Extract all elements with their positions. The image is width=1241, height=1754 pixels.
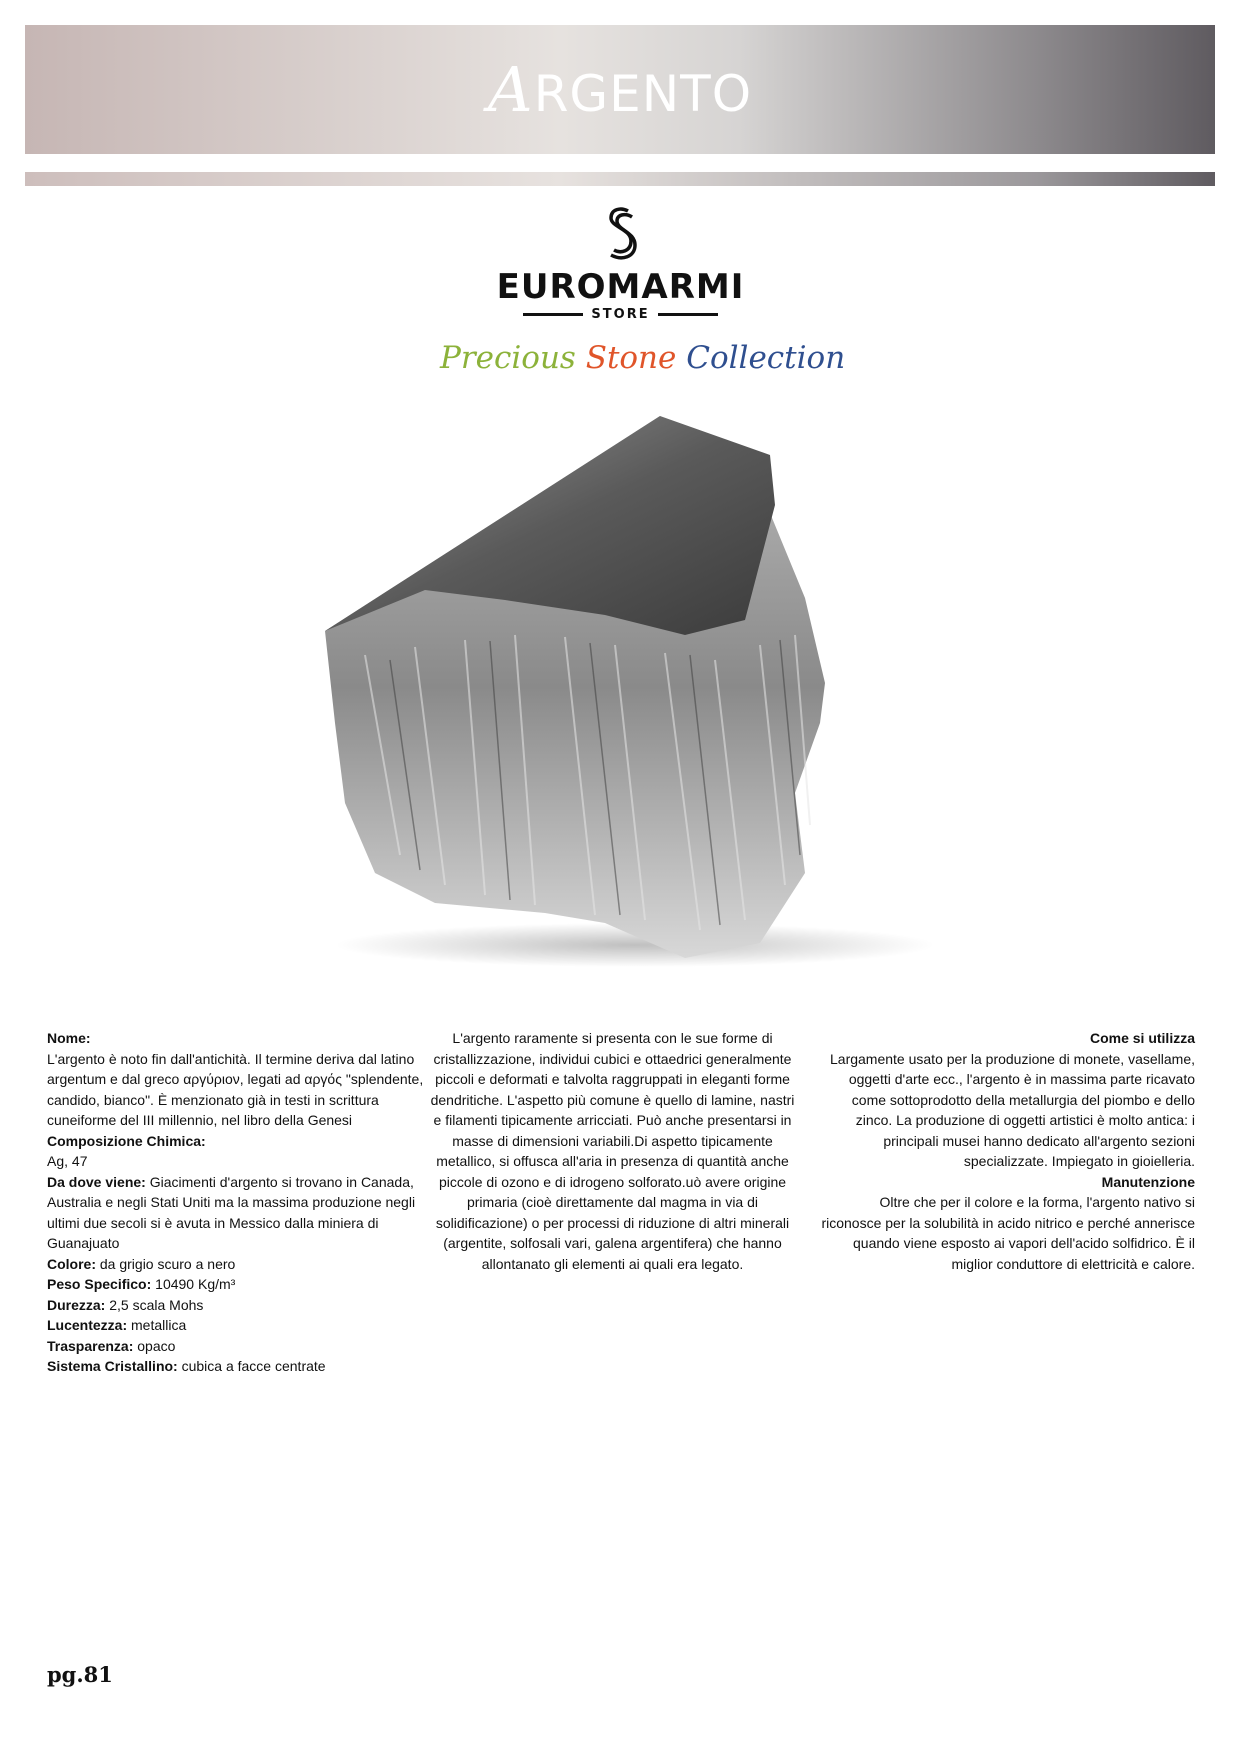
value-composizione: Ag, 47	[47, 1153, 88, 1169]
tagline-word-precious: Precious	[440, 340, 576, 376]
tagline-word-stone: Stone	[585, 340, 677, 376]
brand-sub: STORE	[591, 307, 650, 322]
label-composizione: Composizione Chimica:	[47, 1132, 206, 1149]
divider-line	[658, 313, 718, 316]
title-rest: RGENTO	[533, 65, 753, 123]
tagline-word-collection: Collection	[686, 340, 846, 376]
divider-band	[25, 172, 1215, 186]
brand-logo	[495, 205, 746, 335]
divider-line	[523, 313, 583, 316]
brand-sub-row	[495, 307, 746, 322]
text-manutenzione: Oltre che per il colore e la forma, l'argento nativo si riconosce per la solubilità in acido nitrico e perché annerisce quando viene esposto ai vapori dell'acido solfidrico. È il miglior conduttore di elettricità e calore.	[821, 1194, 1195, 1272]
value-provenienza: Giacimenti d'argento si trovano in Canada, Australia e negli Stati Uniti ma la massima produzione negli ultimi due secoli si è avuta in Messico dalla miniera di Guanajuato	[47, 1173, 416, 1251]
collection-tagline	[440, 340, 846, 376]
middle-column	[425, 1028, 800, 1274]
page-title	[488, 53, 752, 126]
text-nome: L'argento è noto fin dall'antichità. Il termine deriva dal latino argentum e dal greco αργύριον, legati ad αργός "splendente, candido, bianco". È menzionato già in testi in scrittura cuneiforme del III millennio, nel libro della Genesi	[47, 1050, 424, 1128]
label-trasparenza: Trasparenza:	[47, 1337, 134, 1354]
value-durezza: 2,5 scala Mohs	[109, 1296, 204, 1313]
label-peso: Peso Specifico:	[47, 1276, 152, 1292]
label-provenienza: Da dove viene:	[47, 1173, 146, 1190]
value-colore: da grigio scuro a nero	[99, 1255, 236, 1272]
right-column	[820, 1028, 1195, 1274]
label-uso: Come si utilizza	[1089, 1030, 1195, 1046]
page-number: pg.81	[47, 1662, 113, 1687]
text-uso: Largamente usato per la produzione di monete, vasellame, oggetti d'arte ecc., l'argento è in massima parte ricavato come sottoprodotto della metallurgia del piombo e dello zinco. La produzione di oggetti artistici è molto antica: i principali musei hanno dedicato all'argento sezioni specializzate. Impiegato in gioielleria.	[830, 1050, 1195, 1169]
value-lucentezza: metallica	[131, 1317, 187, 1333]
header-banner	[25, 25, 1215, 154]
value-peso: 10490 Kg/m³	[155, 1276, 236, 1292]
label-lucentezza: Lucentezza:	[47, 1317, 128, 1333]
title-initial: A	[487, 53, 534, 126]
s-monogram-icon	[601, 205, 641, 267]
value-trasparenza: opaco	[137, 1337, 176, 1354]
left-column	[47, 1028, 432, 1377]
value-sistema: cubica a facce centrate	[181, 1358, 326, 1374]
label-colore: Colore:	[47, 1255, 96, 1272]
brand-name: EUROMARMI	[496, 267, 745, 307]
label-sistema: Sistema Cristallino:	[47, 1358, 178, 1374]
label-manutenzione: Manutenzione	[1101, 1173, 1195, 1190]
label-durezza: Durezza:	[47, 1296, 106, 1313]
label-nome: Nome:	[47, 1030, 91, 1046]
text-description: L'argento raramente si presenta con le sue forme di cristallizzazione, individui cubici e ottaedrici generalmente piccoli e deformati e talvolta raggruppati in eleganti forme dendritiche. L'aspetto più comune è quello di lamine, nastri e filamenti tipicamente arricciati. Può anche presentarsi in masse di dimensioni variabili.Di aspetto tipicamente metallico, si offusca all'aria in presenza di quantità anche piccole di ozono e di idrogeno solforato.uò avere origine primaria (cioè direttamente dal magma in via di solidificazione) o per processi di riduzione di altri minerali (argentite, solfosali vari, galena argentifera) che hanno allontanato gli elementi ai quali era legato.	[430, 1030, 795, 1272]
silver-stone-image	[305, 415, 940, 970]
